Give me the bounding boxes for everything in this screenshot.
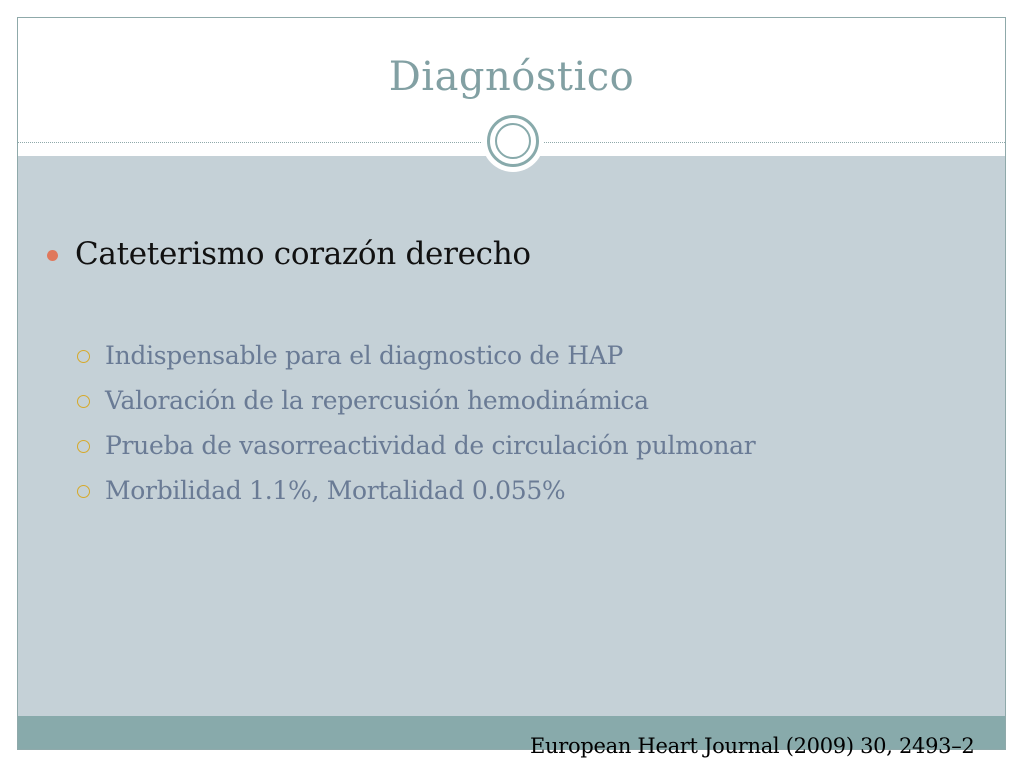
sub-bullet-text: Indispensable para el diagnostico de HAP bbox=[105, 341, 623, 370]
filled-circle-bullet-icon bbox=[47, 250, 58, 261]
main-bullet-text: Cateterismo corazón derecho bbox=[75, 236, 531, 272]
hollow-circle-bullet-icon bbox=[77, 350, 90, 363]
main-bullet-item bbox=[47, 236, 531, 272]
ornament-outer-ring bbox=[487, 115, 539, 167]
sub-bullet-item bbox=[77, 378, 755, 423]
citation-text: European Heart Journal (2009) 30, 2493–2 bbox=[530, 734, 975, 758]
sub-bullet-item bbox=[77, 468, 755, 513]
ornament-inner-ring bbox=[495, 123, 531, 159]
sub-bullet-text: Morbilidad 1.1%, Mortalidad 0.055% bbox=[105, 476, 566, 505]
hollow-circle-bullet-icon bbox=[77, 485, 90, 498]
sub-bullet-item bbox=[77, 423, 755, 468]
sub-bullet-item bbox=[77, 333, 755, 378]
sub-bullet-text: Prueba de vasorreactividad de circulación pulmonar bbox=[105, 431, 756, 460]
sub-bullet-text: Valoración de la repercusión hemodinámica bbox=[105, 386, 649, 415]
hollow-circle-bullet-icon bbox=[77, 440, 90, 453]
slide-title: Diagnóstico bbox=[388, 54, 635, 100]
title-ornament-icon bbox=[482, 110, 544, 172]
hollow-circle-bullet-icon bbox=[77, 395, 90, 408]
sub-bullet-list bbox=[77, 333, 755, 513]
